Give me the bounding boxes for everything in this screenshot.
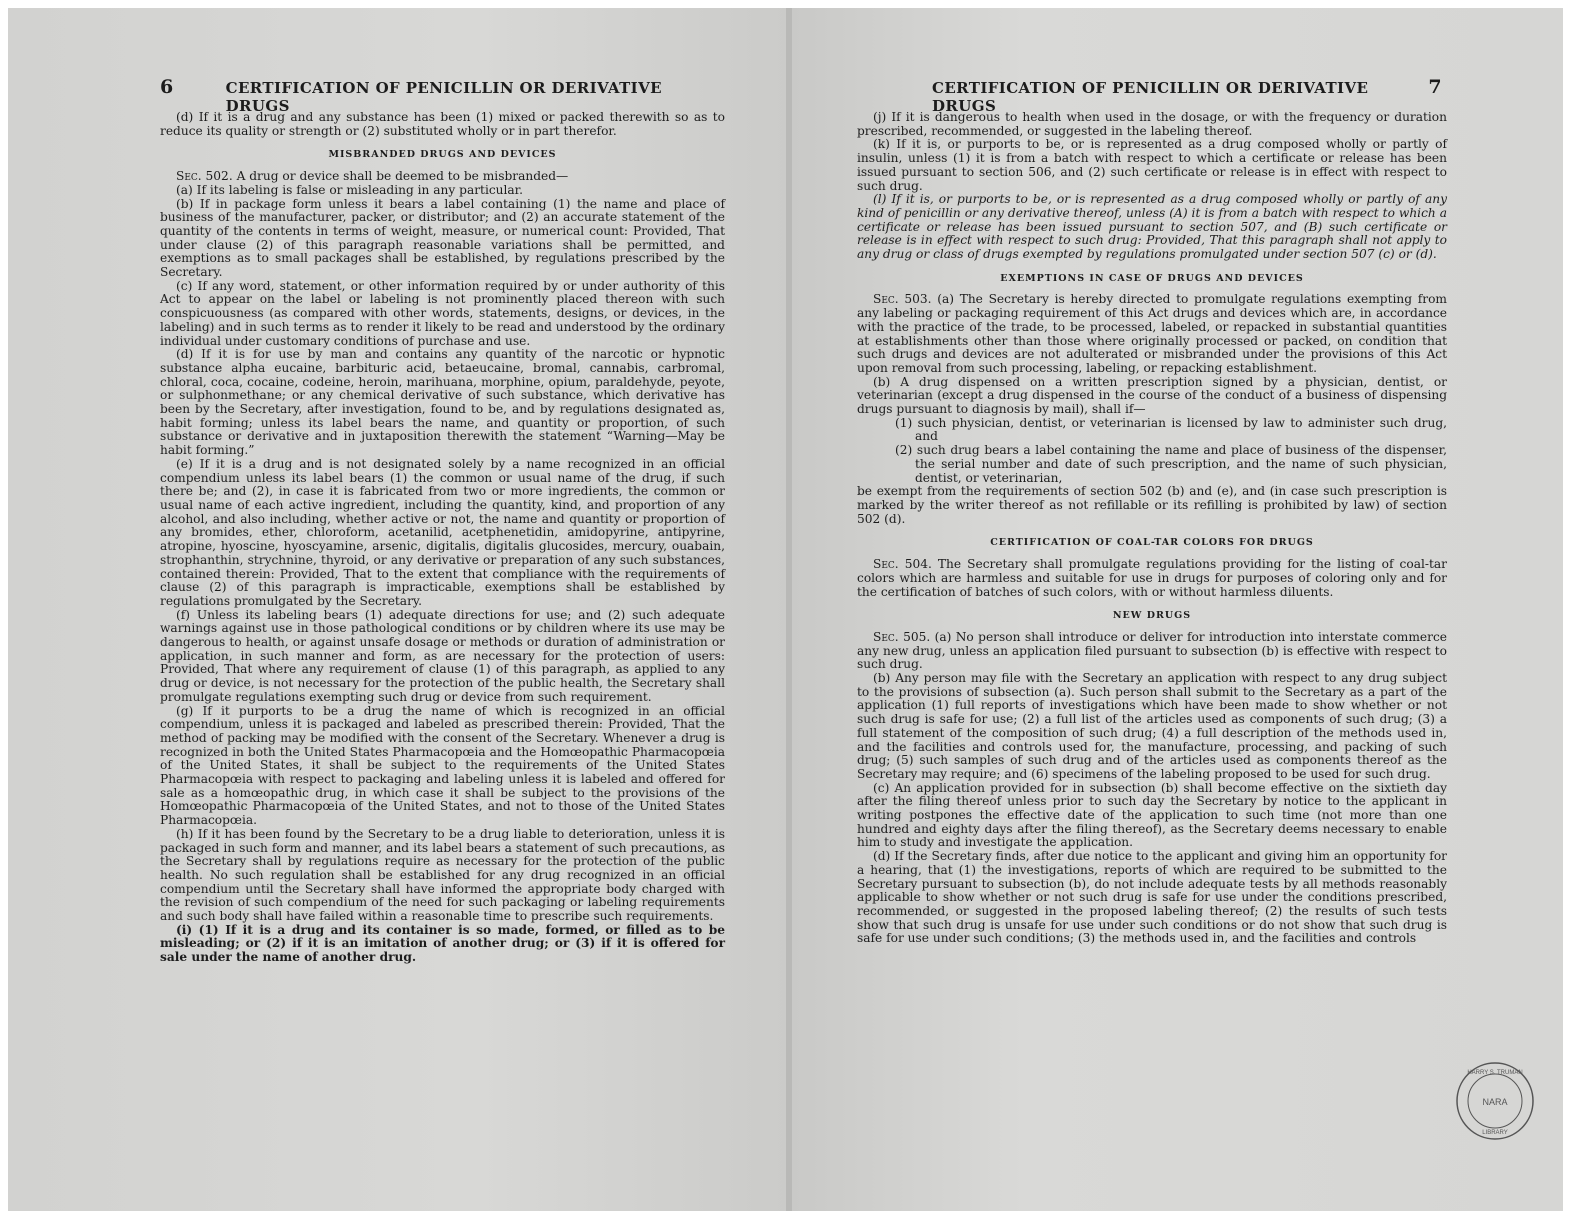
document-spread (8, 8, 1563, 1211)
paragraph-d: (d) If it is for use by man and contains any quantity of the narcotic or hypnotic substance alpha eucaine, barbituric acid, betaeucaine, bromal, cannabis, carbromal, chloral, coca, cocaine, codeine, heroin, marihuana, morphine, opium, paraldehyde, peyote, or sulphonmethane; or any chemical derivative of such substance, which derivative has been by the Secretary, after investigation, found to be, and by regulations designated as, habit forming; unless its label bears the name, and quantity or proportion, of such substance or derivative and in juxtaposition therewith the statement “Warning—May be habit forming.” (160, 347, 725, 458)
page-number-left: 6 (160, 76, 174, 98)
sec-503-b: (b) A drug dispensed on a written prescription signed by a physician, dentist, or veterinarian (except a drug dispensed in the course of the conduct of a business of dispensing drugs pursuant to diagnosis by mail), shall if— (857, 374, 1447, 417)
paragraph-c: (c) If any word, statement, or other information required by or under authority of this Act to appear on the label or labeling is not prominently placed thereon with such conspicuousness (as compared with other words, statements, designs, or devices, in the labeling) and in such terms as to render it likely to be read and understood by the ordinary individual under customary conditions of purchase and use. (160, 278, 725, 348)
sec-505-c: (c) An application provided for in subsection (b) shall become effective on the sixtieth day after the filing thereof unless prior to such day the Secretary by notice to the applicant in writing postpones the effective date of the application to such time (not more than one hundred and eighty days after the filing thereof), as the Secretary deems necessary to enable him to study and investigate the application. (857, 780, 1447, 850)
sec-505-d: (d) If the Secretary finds, after due notice to the applicant and giving him an opportunity for a hearing, that (1) the investigations, reports of which are required to be submitted to the Secretary pursuant to subsection (b), do not include adequate tests by all methods reasonably applicable to show whether or not such drug is safe for use under the conditions prescribed, recommended, or suggested in the proposed labeling thereof; (2) the results of such tests show that such drug is unsafe for use under such conditions or do not show that such drug is safe for use under such conditions; (3) the methods used in, and the facilities and controls (857, 849, 1447, 946)
sec-505-a (857, 631, 1447, 672)
sec-503-b1: (1) such physician, dentist, or veterinarian is licensed by law to administer such drug, and (895, 415, 1447, 444)
sec-label: Sec. 505. (873, 629, 931, 644)
paragraph-k: (k) If it is, or purports to be, or is represented as a drug composed wholly or partly of insulin, unless (1) it is from a batch with respect to which a certificate or release has been issued pursuant to section 506, and (2) such certificate or release is in effect with respect to such drug. (857, 137, 1447, 193)
right-body-text (857, 111, 1447, 946)
sec-text: A drug or device shall be deemed to be misbranded— (232, 169, 569, 184)
svg-text:HARRY S. TRUMAN: HARRY S. TRUMAN (1467, 1070, 1523, 1076)
sec-label: Sec. 503. (873, 292, 932, 307)
paragraph-i: (i) (1) If it is a drug and its container is so made, formed, or filled as to be misleading; or (2) if it is an imitation of another drug; or (3) if it is offered for sale under the name of another drug. (160, 922, 725, 965)
paragraph-b: (b) If in package form unless it bears a label containing (1) the name and place of business of the manufacturer, packer, or distributor; and (2) an accurate statement of the quantity of the contents in terms of weight, measure, or numerical count: Provided, That under clause (2) of this paragraph reasonable variations shall be permitted, and exemptions as to small packages shall be established, by regulations prescribed by the Secretary. (160, 196, 725, 280)
paragraph-h: (h) If it has been found by the Secretary to be a drug liable to deterioration, unless it is packaged in such form and manner, and its label bears a statement of such precautions, as the Secretary shall by regulations require as necessary for the protection of the public health. No such regulation shall be established for any drug recognized in an official compendium until the Secretary shall have informed the appropriate body charged with the revision of such compendium of the need for such packaging or labeling requirements and such body shall have failed within a reasonable time to prescribe such requirements. (160, 826, 725, 924)
sec-text: (a) The Secretary is hereby directed to promulgate regulations exempting from any labeling or packaging requirement of this Act drugs and devices which are, in accordance with the practice of the trade, to be processed, labeled, or repacked in substantial quantities at establishments other than those where originally processed or packed, on condition that such drugs and devices are not adulterated or misbranded under the provisions of this Act upon removal from such processing, labeling, or repacking establishment. (857, 292, 1447, 375)
sec-503-tail: be exempt from the requirements of section 502 (b) and (e), and (in case such prescription is marked by the writer thereof as not refillable or its refilling is prohibited by law) of section 502 (d). (857, 484, 1447, 526)
paragraph-j: (j) If it is dangerous to health when used in the dosage, or with the frequency or duration prescribed, recommended, or suggested in the labeling thereof. (857, 110, 1447, 138)
paragraph-intro-d: (d) If it is a drug and any substance has been (1) mixed or packed therewith so as to reduce its quality or strength or (2) substituted wholly or in part therefor. (160, 110, 725, 138)
sec-label: Sec. 504. (873, 557, 932, 572)
sec-504 (857, 558, 1447, 599)
sec-505-b: (b) Any person may file with the Secretary an application with respect to any drug subject to the provisions of subsection (a). Such person shall submit to the Secretary as a part of the application (1) full reports of investigations which have been made to show whether or not such drug is safe for use; (2) a full list of the articles used as components of such drug; (3) a full statement of the composition of such drug; (4) a full description of the methods used in, and the facilities and controls used for, the manufacture, processing, and packing of such drug; (5) such samples of such drug and of the articles used as components thereof as the Secretary may require; and (6) specimens of the labeling proposed to be used for such drug. (857, 671, 1447, 781)
left-body-text (160, 111, 725, 965)
page-number-right: 7 (1428, 76, 1442, 98)
section-heading: EXEMPTIONS IN CASE OF DRUGS AND DEVICES (1000, 272, 1304, 284)
right-running-head (932, 76, 1442, 115)
running-head-title: CERTIFICATION OF PENICILLIN OR DERIVATIVE DRUGS (932, 79, 1369, 115)
section-heading: CERTIFICATION OF COAL-TAR COLORS FOR DRUGS (990, 537, 1314, 549)
svg-text:LIBRARY: LIBRARY (1482, 1130, 1508, 1136)
paragraph-l: (l) If it is, or purports to be, or is represented as a drug composed wholly or partly of any kind of penicillin or any derivative thereof, unless (A) it is from a batch with respect to which a certificate or release has been issued pursuant to section 507, and (B) such certificate or release is in effect with respect to such drug: Provided, That this paragraph shall not apply to any drug or class of drugs exempted by regulations promulgated under section 507 (c) or (d). (857, 192, 1447, 262)
section-heading: MISBRANDED DRUGS AND DEVICES (328, 149, 557, 161)
svg-text:NARA: NARA (1482, 1097, 1508, 1107)
sec-503-a (857, 293, 1447, 375)
sec-503-b2: (2) such drug bears a label containing the name and place of business of the dispenser, the serial number and date of such prescription, and the name of such physician, dentist, or veterinarian, (895, 443, 1447, 485)
left-running-head (160, 76, 720, 115)
paragraph-g: (g) If it purports to be a drug the name of which is recognized in an official compendium, unless it is packaged and labeled as prescribed therein: Provided, That the method of packing may be modified with the consent of the Secretary. Whenever a drug is recognized in both the United States Pharmacopœia and the Homœopathic Pharmacopœia of the United States, it shall be subject to the requirements of the United States Pharmacopœia with respect to packaging and labeling unless it is labeled and offered for sale as a homœopathic drug, in which case it shall be subject to the provisions of the Homœopathic Pharmacopœia of the United States, and not to those of the United States Pharmacopœia. (160, 703, 725, 828)
sec-text: The Secretary shall promulgate regulations providing for the listing of coal-tar colors which are harmless and suitable for use in drugs for purposes of coloring only and for the certification of batches of such colors, with or without harmless diluents. (857, 557, 1447, 599)
sec-label: Sec. 502. (176, 169, 233, 184)
right-page (792, 8, 1563, 1211)
paragraph-e: (e) If it is a drug and is not designated solely by a name recognized in an official compendium unless its label bears (1) the common or usual name of the drug, if such there be; and (2), in case it is fabricated from two or more ingredients, the common or usual name of each active ingredient, including the quantity, kind, and proportion of any alcohol, and also including, whether active or not, the name and quantity or proportion of any bromides, ether, chloroform, acetanilid, acetphenetidin, amidopyrine, antipyrine, atropine, hyoscine, hyoscyamine, arsenic, digitalis, digitalis glucosides, mercury, ouabain, strophanthin, strychnine, thyroid, or any derivative or preparation of any such substances, contained therein: Provided, That to the extent that compliance with the requirements of clause (2) of this paragraph is impracticable, exemptions shall be established by regulations promulgated by the Secretary. (160, 456, 725, 608)
section-heading: NEW DRUGS (1112, 610, 1192, 622)
sec-text: (a) No person shall introduce or deliver for introduction into interstate commerce any new drug, unless an application filed pursuant to subsection (b) is effective with respect to such drug. (857, 629, 1447, 672)
sec-502-lead (160, 170, 725, 184)
running-head-title: CERTIFICATION OF PENICILLIN OR DERIVATIVE DRUGS (225, 79, 662, 115)
paragraph-a: (a) If its labeling is false or misleading in any particular. (176, 182, 524, 197)
archive-stamp-icon (1454, 1060, 1536, 1142)
left-page (8, 8, 788, 1211)
paragraph-f: (f) Unless its labeling bears (1) adequate directions for use; and (2) such adequate warnings against use in those pathological conditions or by children where its use may be dangerous to health, or against unsafe dosage or methods or duration of administration or application, in such manner and form, as are necessary for the protection of users: Provided, That where any requirement of clause (1) of this paragraph, as applied to any drug or device, is not necessary for the protection of the public health, the Secretary shall promulgate regulations exempting such drug or device from such requirement. (160, 607, 725, 704)
